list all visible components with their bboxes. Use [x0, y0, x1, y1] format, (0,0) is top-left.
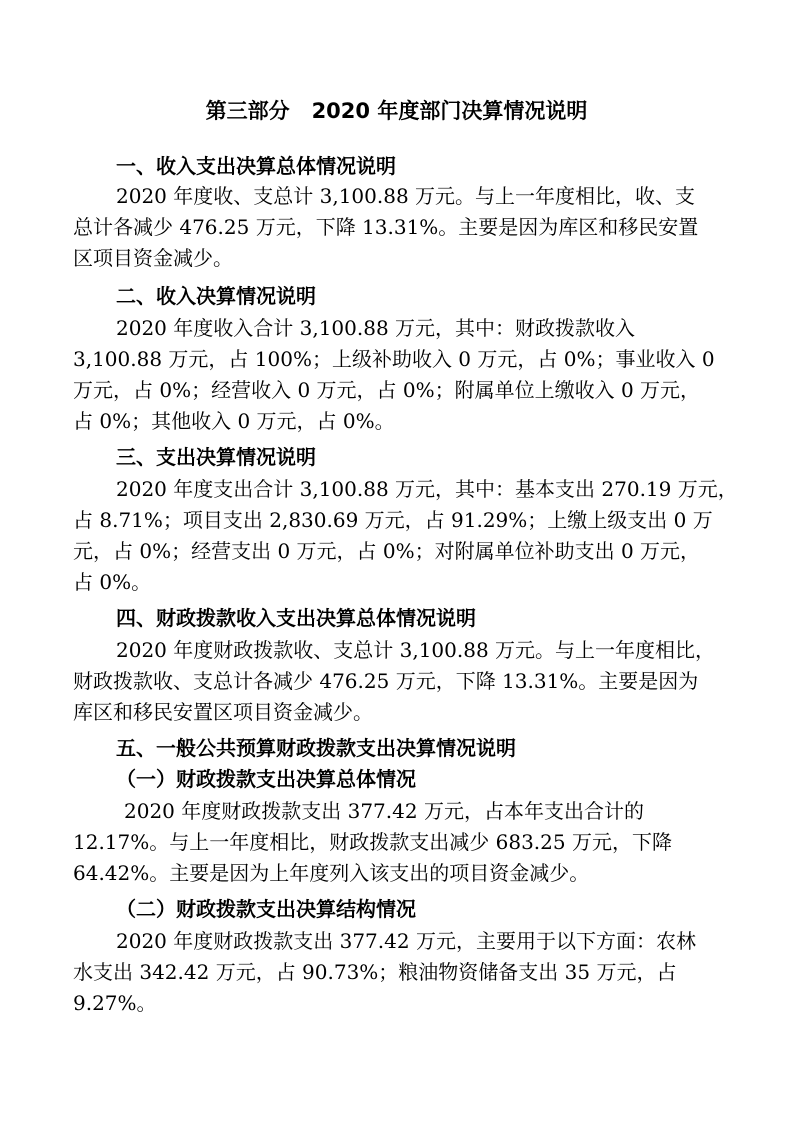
section-2-line-1: 2020 年度收入合计 3,100.88 万元，其中：财政拨款收入 [116, 316, 636, 340]
subsection-5-2-line-3: 9.27%。 [73, 991, 157, 1015]
section-1-line-2: 总计各减少 476.25 万元，下降 13.31%。主要是因为库区和移民安置 [73, 215, 699, 239]
subsection-heading-5-2: （二）财政拨款支出决算结构情况 [116, 897, 416, 921]
section-3-line-2: 占 8.71%；项目支出 2,830.69 万元，占 91.29%；上缴上级支出 0 万 [73, 508, 713, 532]
section-heading-4: 四、财政拨款收入支出决算总体情况说明 [116, 606, 476, 630]
section-heading-5: 五、一般公共预算财政拨款支出决算情况说明 [116, 736, 516, 760]
section-1-line-3: 区项目资金减少。 [73, 246, 233, 270]
section-heading-3: 三、支出决算情况说明 [116, 445, 316, 469]
section-3-line-3: 元，占 0%；经营支出 0 万元，占 0%；对附属单位补助支出 0 万元， [73, 539, 701, 563]
subsection-5-1-line-2: 12.17%。与上一年度相比，财政拨款支出减少 683.25 万元，下降 [73, 830, 672, 854]
section-2-line-4: 占 0%；其他收入 0 万元，占 0%。 [73, 409, 395, 433]
section-3-line-4: 占 0%。 [73, 570, 152, 594]
page-title: 第三部分 2020 年度部门决算情况说明 [205, 99, 588, 123]
subsection-5-2-line-2: 水支出 342.42 万元，占 90.73%；粮油物资储备支出 35 万元，占 [73, 960, 677, 984]
section-1-line-1: 2020 年度收、支总计 3,100.88 万元。与上一年度相比，收、支 [116, 184, 696, 208]
subsection-5-1-line-3: 64.42%。主要是因为上年度列入该支出的项目资金减少。 [73, 861, 590, 885]
section-4-line-3: 库区和移民安置区项目资金减少。 [73, 700, 373, 724]
section-heading-2: 二、收入决算情况说明 [116, 284, 316, 308]
section-4-line-2: 财政拨款收、支总计各减少 476.25 万元，下降 13.31%。主要是因为 [73, 669, 699, 693]
section-2-line-3: 万元，占 0%；经营收入 0 万元，占 0%；附属单位上缴收入 0 万元， [73, 378, 701, 402]
subsection-5-2-line-1: 2020 年度财政拨款支出 377.42 万元，主要用于以下方面：农林 [116, 929, 696, 953]
section-3-line-1: 2020 年度支出合计 3,100.88 万元，其中：基本支出 270.19 万元， [116, 477, 738, 501]
subsection-5-1-line-1: 2020 年度财政拨款支出 377.42 万元，占本年支出合计的 [124, 799, 644, 823]
subsection-heading-5-1: （一）财政拨款支出决算总体情况 [116, 767, 416, 791]
section-heading-1: 一、收入支出决算总体情况说明 [116, 154, 396, 178]
section-4-line-1: 2020 年度财政拨款收、支总计 3,100.88 万元。与上一年度相比， [116, 638, 716, 662]
section-2-line-2: 3,100.88 万元，占 100%；上级补助收入 0 万元，占 0%；事业收入 0 [73, 347, 715, 371]
